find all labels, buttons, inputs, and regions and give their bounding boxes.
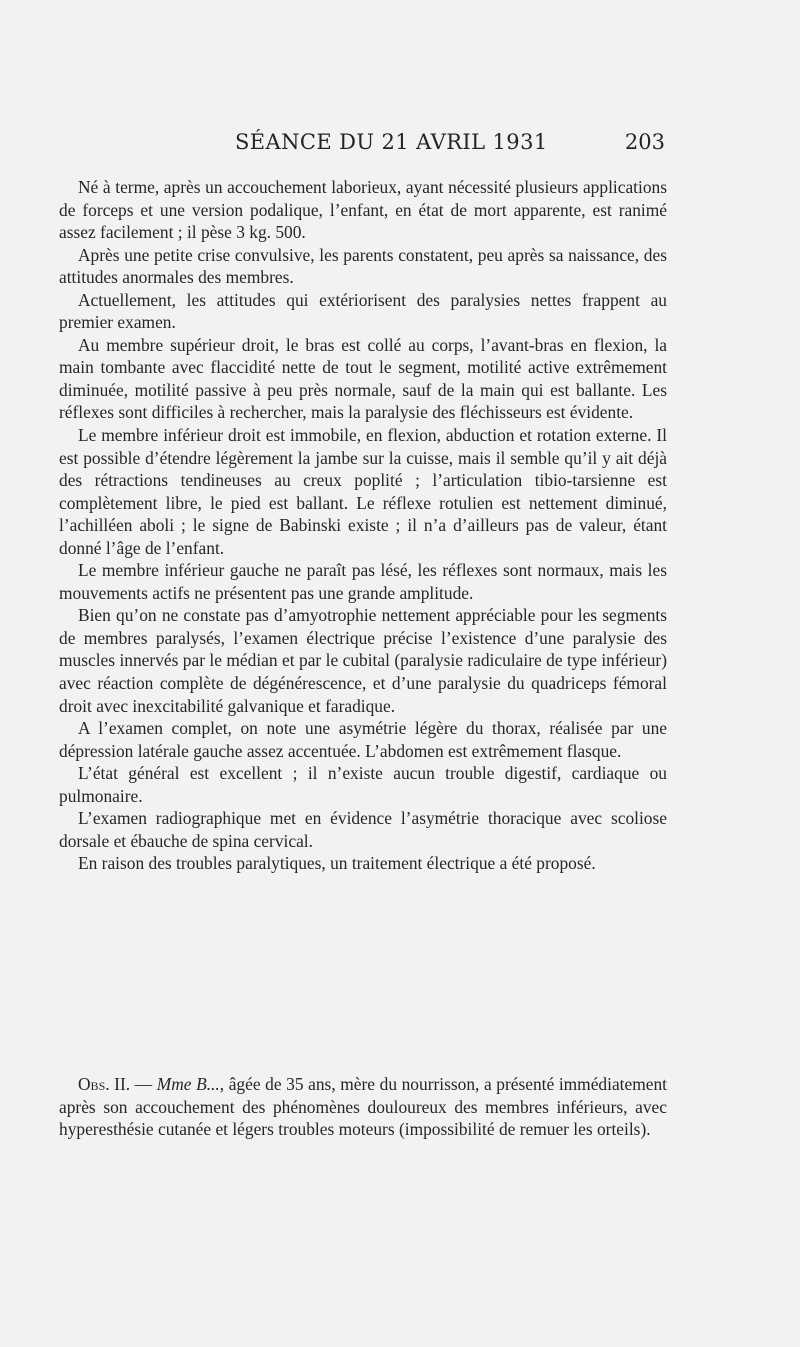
paragraph-general-state: L’état général est excellent ; il n’existe aucun trouble digestif, cardiaque ou pulmonaire. bbox=[59, 763, 667, 806]
observation-dash: — bbox=[130, 1074, 157, 1094]
paragraph-lower-left-limb: Le membre inférieur gauche ne paraît pas lésé, les réflexes sont normaux, mais les mouvements actifs ne présentent pas une grande amplitude. bbox=[59, 560, 667, 603]
paragraph-thorax: A l’examen complet, on note une asymétrie légère du thorax, réalisée par une dépression latérale gauche assez accentuée. L’abdomen est extrêmement flasque. bbox=[59, 718, 667, 761]
paragraph-current-attitudes: Actuellement, les attitudes qui extériorisent des paralysies nettes frappent au premier examen. bbox=[59, 289, 667, 333]
paragraph-electrical-exam: Bien qu’on ne constate pas d’amyotrophie nettement appréciable pour les segments de membres paralysés, l’examen électrique précise l’existence d’une paralysie des muscles innervés par le médian et par le cubital (paralysie radiculaire de type inférieur) avec réaction complète de dégénérescence, et d’une paralysie du quadriceps fémoral droit avec inexcitabilité galvanique et faradique. bbox=[59, 605, 667, 716]
observation-patient: Mme B... bbox=[156, 1074, 220, 1094]
observation-paragraph bbox=[59, 1073, 667, 1141]
observation-block bbox=[59, 1073, 667, 1141]
paragraph-convulsive-crisis: Après une petite crise convulsive, les parents constatent, peu après sa naissance, des attitudes anormales des membres. bbox=[59, 244, 667, 288]
running-title: SÉANCE DU 21 AVRIL 1931 bbox=[235, 130, 548, 154]
running-head bbox=[59, 130, 665, 162]
paragraph-upper-limb: Au membre supérieur droit, le bras est collé au corps, l’avant-bras en flexion, la main tombante avec flaccidité nette de tout le segment, motilité active extrêmement diminuée, motilité passive à peu près normale, sauf de la main qui est ballante. Les réflexes sont difficiles à rechercher, mais la paralysie des fléchisseurs est évidente. bbox=[59, 334, 667, 423]
page-number: 203 bbox=[624, 130, 665, 154]
observation-label: Obs. II. bbox=[78, 1074, 131, 1094]
paragraph-birth: Né à terme, après un accouchement laborieux, ayant nécessité plusieurs applications de forceps et une version podalique, l’enfant, en état de mort apparente, est ranimé assez facilement ; il pèse 3 kg. 500. bbox=[59, 177, 667, 243]
observation-text: , âgée de 35 ans, mère du nourrisson, a présenté immédiatement après son accouchement des phénomènes douloureux des membres inférieurs, avec hyperesthésie cutanée et légers troubles moteurs (impossibilité de remuer les orteils). bbox=[59, 1074, 667, 1140]
body-text bbox=[59, 176, 667, 875]
paragraph-radiography: L’examen radiographique met en évidence l’asymétrie thoracique avec scoliose dorsale et ébauche de spina cervical. bbox=[59, 808, 667, 851]
paragraph-treatment: En raison des troubles paralytiques, un traitement électrique a été proposé. bbox=[78, 853, 596, 874]
paragraph-lower-right-limb: Le membre inférieur droit est immobile, en flexion, abduction et rotation externe. Il est possible d’étendre légèrement la jambe sur la cuisse, mais il semble qu’il y ait déjà des rétractions tendineuses au creux poplité ; l’articulation tibio-tarsienne est complètement libre, le pied est ballant. Le réflexe rotulien est nettement diminué, l’achilléen aboli ; le signe de Babinski existe ; il n’a d’ailleurs pas de valeur, étant donné l’âge de l’enfant. bbox=[59, 425, 667, 558]
